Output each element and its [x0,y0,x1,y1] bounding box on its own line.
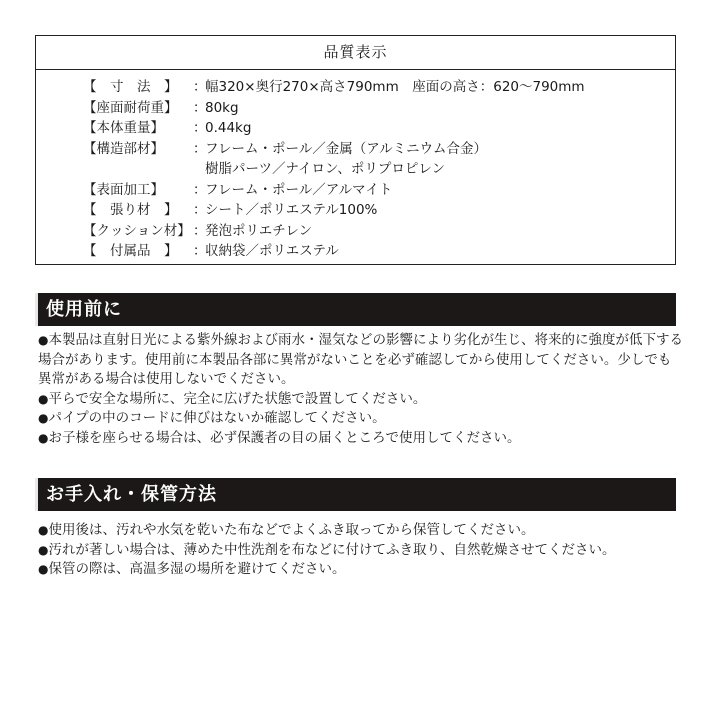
spec-colon: ： [193,243,207,259]
note-item [38,429,683,449]
bullet-icon: ● [38,411,49,425]
spec-label: 【座面耐荷重】 [83,99,178,116]
note-text: 汚れが著しい場合は、薄めた中性洗剤を布などに付けてふき取り、自然乾燥させてください。 [48,541,616,558]
quality-title: 品質表示 [36,36,675,70]
spec-value: フレーム・ポール／アルマイト [205,181,393,198]
spec-label: 【 寸 法 】 [83,79,178,95]
spec-colon: ： [193,181,207,198]
spec-value: シート／ポリエステル100% [205,202,378,218]
spec-row-weight [83,118,665,139]
before-use-notes [38,331,683,448]
spec-label: 【表面加工】 [83,181,164,198]
care-heading-bar [35,478,676,511]
spec-colon: ： [193,120,207,136]
note-text: 保管の際は、高温多湿の場所を避けてください。 [48,561,346,577]
note-item [38,390,683,410]
note-text: 平らで安全な場所に、完全に広げた状態で設置してください。 [48,390,427,407]
spec-value: 0.44kg [205,120,252,136]
quality-label-box [35,35,676,265]
bullet-icon: ● [38,523,49,537]
care-heading: お手入れ・保管方法 [46,484,217,505]
bullet-icon: ● [38,391,49,406]
spec-value: 80kg [205,99,239,116]
note-item [38,521,683,541]
bullet-icon: ● [38,430,49,445]
spec-value: 発泡ポリエチレン [205,222,313,239]
spec-colon: ： [193,222,207,239]
before-use-heading: 使用前に [46,299,122,320]
spec-label: 【 付属品 】 [83,243,178,259]
spec-row-dimensions [83,77,665,98]
spec-row-accessories [83,241,665,262]
note-item [38,560,683,580]
note-item [38,541,683,561]
spec-label: 【構造部材】 [83,140,164,157]
spec-label: 【 張り材 】 [83,202,178,218]
note-text: 本製品は直射日光による紫外線および雨水・湿気などの影響により劣化が生じ、将来的に強度が低下する場合があります。使用前に本製品各部に異常がないことを必ず確認してから使用してください。少しでも異常がある場合は使用しないでください。 [38,332,683,387]
bullet-icon: ● [38,333,49,347]
note-text: 使用後は、汚れや水気を乾いた布などでよくふき取ってから保管してください。 [48,522,535,538]
spec-colon: ： [193,140,207,157]
spec-row-cushion [83,221,665,242]
note-item [38,331,683,390]
spec-row-upholstery [83,200,665,221]
spec-value: フレーム・ポール／金属（アルミニウム合金） [205,140,488,157]
spec-label: 【クッション材】 [83,222,191,239]
bullet-icon: ● [38,542,49,557]
spec-colon: ： [193,202,207,218]
before-use-heading-bar [35,293,676,326]
note-text: パイプの中のコードに伸びはないか確認してください。 [48,410,386,426]
spec-value: 収納袋／ポリエステル [205,243,339,259]
note-text: お子様を座らせる場合は、必ず保護者の目の届くところで使用してください。 [48,429,521,446]
spec-value: 樹脂パーツ／ナイロン、ポリプロピレン [205,161,446,177]
spec-colon: ： [193,79,207,95]
note-item [38,409,683,429]
spec-value: 幅320×奥行270×高さ790mm 座面の高さ：620〜790mm [205,79,585,95]
bullet-icon: ● [38,562,49,576]
spec-list [83,77,665,262]
spec-colon: ： [193,99,207,116]
spec-row-structure [83,139,665,160]
spec-row-structure-cont [83,159,665,180]
care-notes [38,521,683,580]
spec-row-seat-load [83,98,665,119]
spec-label: 【本体重量】 [83,120,164,136]
spec-row-surface [83,180,665,201]
